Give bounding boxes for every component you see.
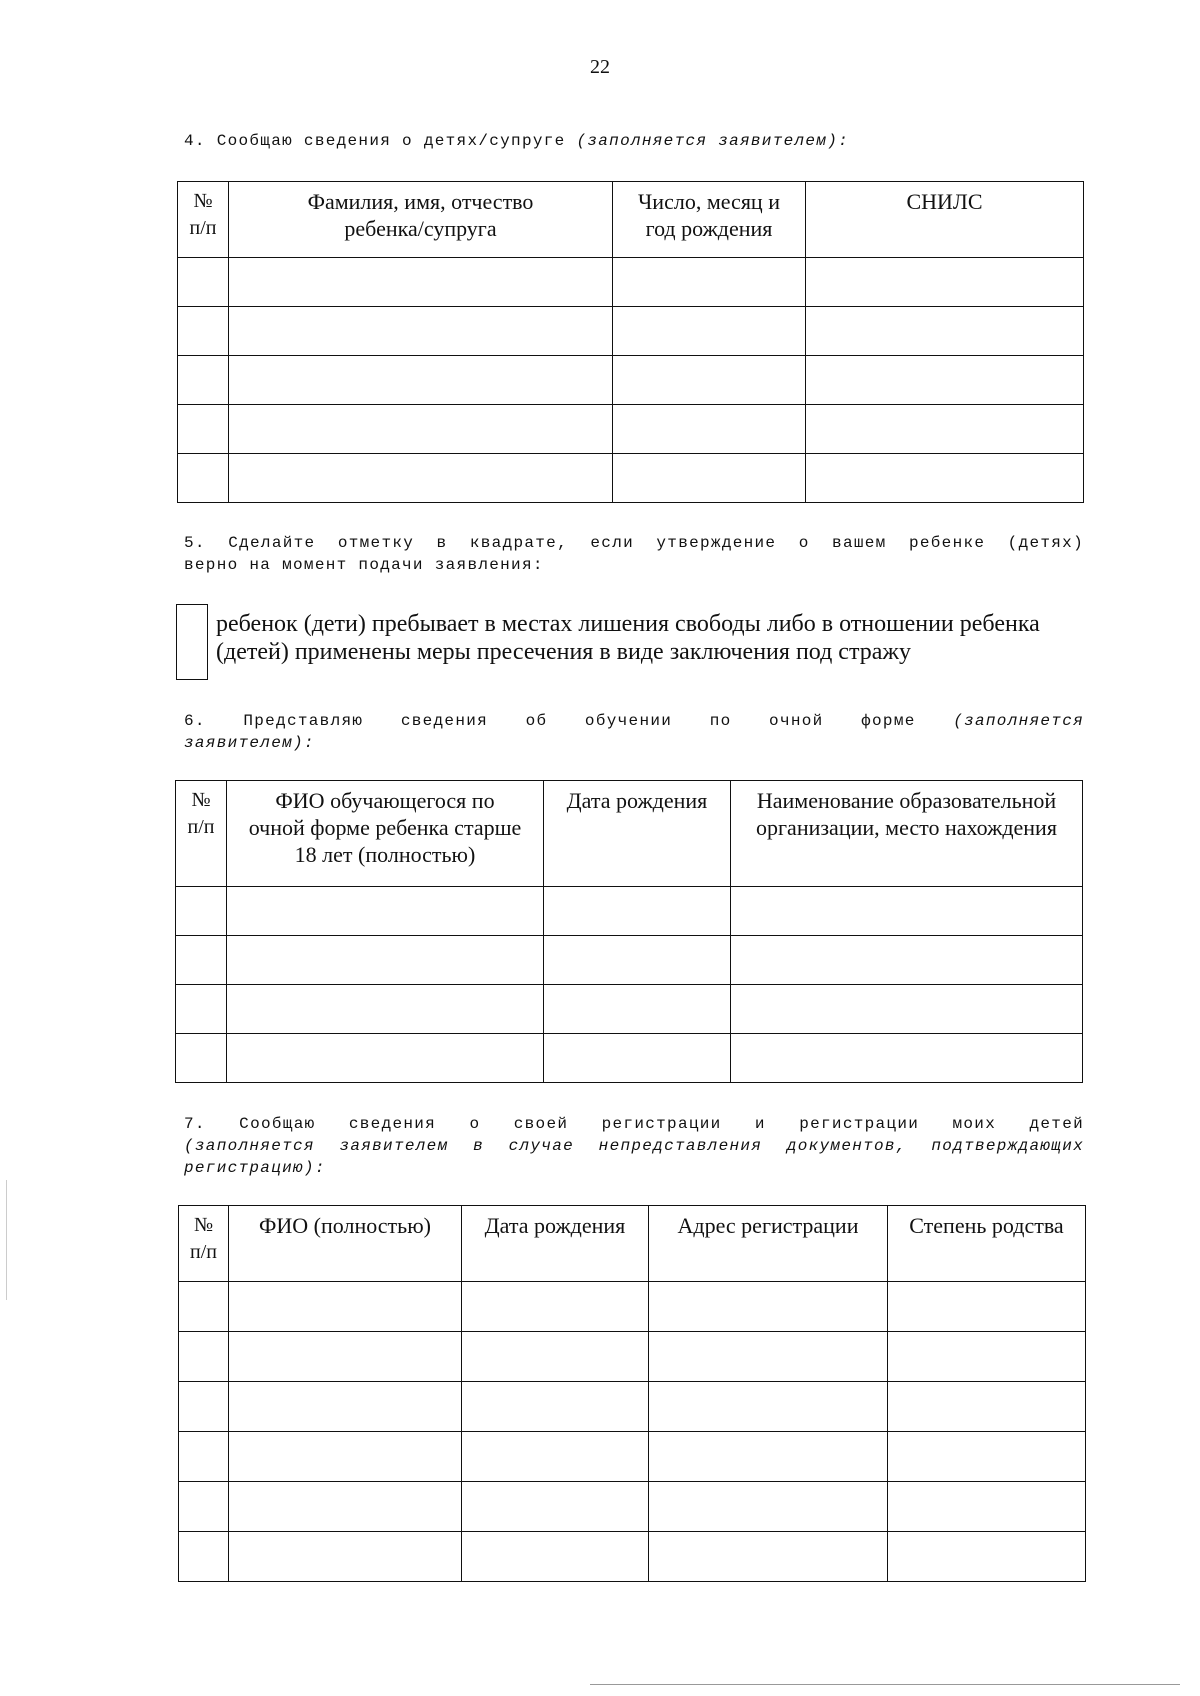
section-6-heading <box>184 710 1084 754</box>
table-cell[interactable] <box>178 307 229 356</box>
column-header: СНИЛС <box>806 182 1084 258</box>
table-cell[interactable] <box>179 1482 229 1532</box>
table-header-row <box>179 1206 1086 1282</box>
table-cell[interactable] <box>176 936 227 985</box>
table-header-row <box>176 781 1083 887</box>
table-cell[interactable] <box>888 1332 1086 1382</box>
section-5-line2: верно на момент подачи заявления: <box>184 556 544 574</box>
table-cell[interactable] <box>613 454 806 503</box>
table-cell[interactable] <box>179 1532 229 1582</box>
section-4-note: (заполняется заявителем): <box>576 132 850 150</box>
table-row <box>178 454 1084 503</box>
table-cell[interactable] <box>613 258 806 307</box>
table-cell[interactable] <box>888 1532 1086 1582</box>
section-6-note1: (заполняется <box>953 712 1085 730</box>
table-cell[interactable] <box>544 887 731 936</box>
detention-checkbox-row <box>176 604 1086 680</box>
table-cell[interactable] <box>462 1482 649 1532</box>
table-cell[interactable] <box>649 1432 888 1482</box>
table-cell[interactable] <box>176 887 227 936</box>
table-cell[interactable] <box>229 405 613 454</box>
table-cell[interactable] <box>229 1382 462 1432</box>
table-cell[interactable] <box>649 1282 888 1332</box>
table-cell[interactable] <box>613 307 806 356</box>
table-row <box>178 258 1084 307</box>
table-cell[interactable] <box>179 1282 229 1332</box>
table-cell[interactable] <box>731 887 1083 936</box>
table-cell[interactable] <box>229 258 613 307</box>
table-cell[interactable] <box>888 1382 1086 1432</box>
table-cell[interactable] <box>731 1034 1083 1083</box>
column-header: Адрес регистрации <box>649 1206 888 1282</box>
table-row <box>179 1482 1086 1532</box>
section-6-note2: заявителем): <box>184 734 315 752</box>
table-header-row <box>178 182 1084 258</box>
table-cell[interactable] <box>179 1432 229 1482</box>
section-5-line1: 5. Сделайте отметку в квадрате, если утверждение о вашем ребенке (детях) <box>184 534 1084 552</box>
table-cell[interactable] <box>888 1282 1086 1332</box>
table-cell[interactable] <box>649 1332 888 1382</box>
table-cell[interactable] <box>178 405 229 454</box>
table-cell[interactable] <box>544 985 731 1034</box>
column-header: ФИО обучающегося по очной форме ребенка старше 18 лет (полностью) <box>227 781 544 887</box>
table-cell[interactable] <box>227 1034 544 1083</box>
table-cell[interactable] <box>227 936 544 985</box>
table-cell[interactable] <box>229 1332 462 1382</box>
table-row <box>179 1432 1086 1482</box>
table-cell[interactable] <box>544 936 731 985</box>
section-6-line1 <box>184 710 1084 732</box>
table-cell[interactable] <box>462 1432 649 1482</box>
table-cell[interactable] <box>229 1282 462 1332</box>
table-cell[interactable] <box>806 405 1084 454</box>
table-cell[interactable] <box>179 1332 229 1382</box>
table-cell[interactable] <box>544 1034 731 1083</box>
table-cell[interactable] <box>462 1282 649 1332</box>
table-cell[interactable] <box>229 1532 462 1582</box>
table-cell[interactable] <box>806 454 1084 503</box>
column-header: ФИО (полностью) <box>229 1206 462 1282</box>
column-header: Дата рождения <box>544 781 731 887</box>
section-7-note1: (заполняется заявителем в случае непредставления документов, подтверждающих <box>184 1137 1084 1155</box>
table-cell[interactable] <box>462 1532 649 1582</box>
table-row <box>179 1382 1086 1432</box>
section-4-heading <box>184 130 1084 152</box>
table-row <box>179 1282 1086 1332</box>
table-cell[interactable] <box>462 1332 649 1382</box>
column-header: № п/п <box>178 182 229 258</box>
column-header: № п/п <box>179 1206 229 1282</box>
table-cell[interactable] <box>227 985 544 1034</box>
page-number: 22 <box>590 56 610 78</box>
education-table <box>175 780 1083 1083</box>
column-header: Фамилия, имя, отчество ребенка/супруга <box>229 182 613 258</box>
section-7-note2: регистрацию): <box>184 1159 326 1177</box>
table-row <box>178 307 1084 356</box>
registration-table <box>178 1205 1086 1582</box>
table-row <box>179 1532 1086 1582</box>
table-cell[interactable] <box>227 887 544 936</box>
children-spouse-table <box>177 181 1084 503</box>
table-cell[interactable] <box>178 356 229 405</box>
detention-checkbox-label: ребенок (дети) пребывает в местах лишения свободы либо в отношении ребенка (детей) применены меры пресечения в виде заключения под стражу <box>216 611 1040 665</box>
table-cell[interactable] <box>176 1034 227 1083</box>
table-cell[interactable] <box>613 405 806 454</box>
table-cell[interactable] <box>649 1382 888 1432</box>
table-cell[interactable] <box>888 1432 1086 1482</box>
column-header: Степень родства <box>888 1206 1086 1282</box>
table-row <box>179 1332 1086 1382</box>
table-cell[interactable] <box>731 985 1083 1034</box>
table-row <box>176 1034 1083 1083</box>
table-cell[interactable] <box>806 307 1084 356</box>
column-header: Дата рождения <box>462 1206 649 1282</box>
section-7-heading <box>184 1113 1084 1179</box>
table-row <box>176 985 1083 1034</box>
table-cell[interactable] <box>649 1532 888 1582</box>
table-cell[interactable] <box>178 258 229 307</box>
column-header: Наименование образовательной организации, место нахождения <box>731 781 1083 887</box>
section-5-heading <box>184 532 1084 576</box>
table-row <box>176 936 1083 985</box>
table-cell[interactable] <box>229 1482 462 1532</box>
footer-rule <box>590 1684 1180 1685</box>
table-cell[interactable] <box>462 1382 649 1432</box>
table-cell[interactable] <box>649 1482 888 1532</box>
table-cell[interactable] <box>731 936 1083 985</box>
column-header: Число, месяц и год рождения <box>613 182 806 258</box>
table-cell[interactable] <box>176 985 227 1034</box>
section-6-lead: 6. Представляю сведения об обучении по очной форме <box>184 712 916 730</box>
table-cell[interactable] <box>229 307 613 356</box>
table-row <box>178 405 1084 454</box>
detention-checkbox[interactable] <box>176 604 208 680</box>
scan-edge-mark <box>6 1180 7 1300</box>
table-cell[interactable] <box>806 356 1084 405</box>
table-cell[interactable] <box>888 1482 1086 1532</box>
table-cell[interactable] <box>178 454 229 503</box>
section-7-lead: 7. Сообщаю сведения о своей регистрации и регистрации моих детей <box>184 1115 1084 1133</box>
table-cell[interactable] <box>229 356 613 405</box>
table-cell[interactable] <box>229 454 613 503</box>
table-cell[interactable] <box>613 356 806 405</box>
table-row <box>178 356 1084 405</box>
section-4-lead: 4. Сообщаю сведения о детях/супруге <box>184 132 566 150</box>
table-cell[interactable] <box>179 1382 229 1432</box>
table-cell[interactable] <box>806 258 1084 307</box>
column-header: № п/п <box>176 781 227 887</box>
table-cell[interactable] <box>229 1432 462 1482</box>
table-row <box>176 887 1083 936</box>
